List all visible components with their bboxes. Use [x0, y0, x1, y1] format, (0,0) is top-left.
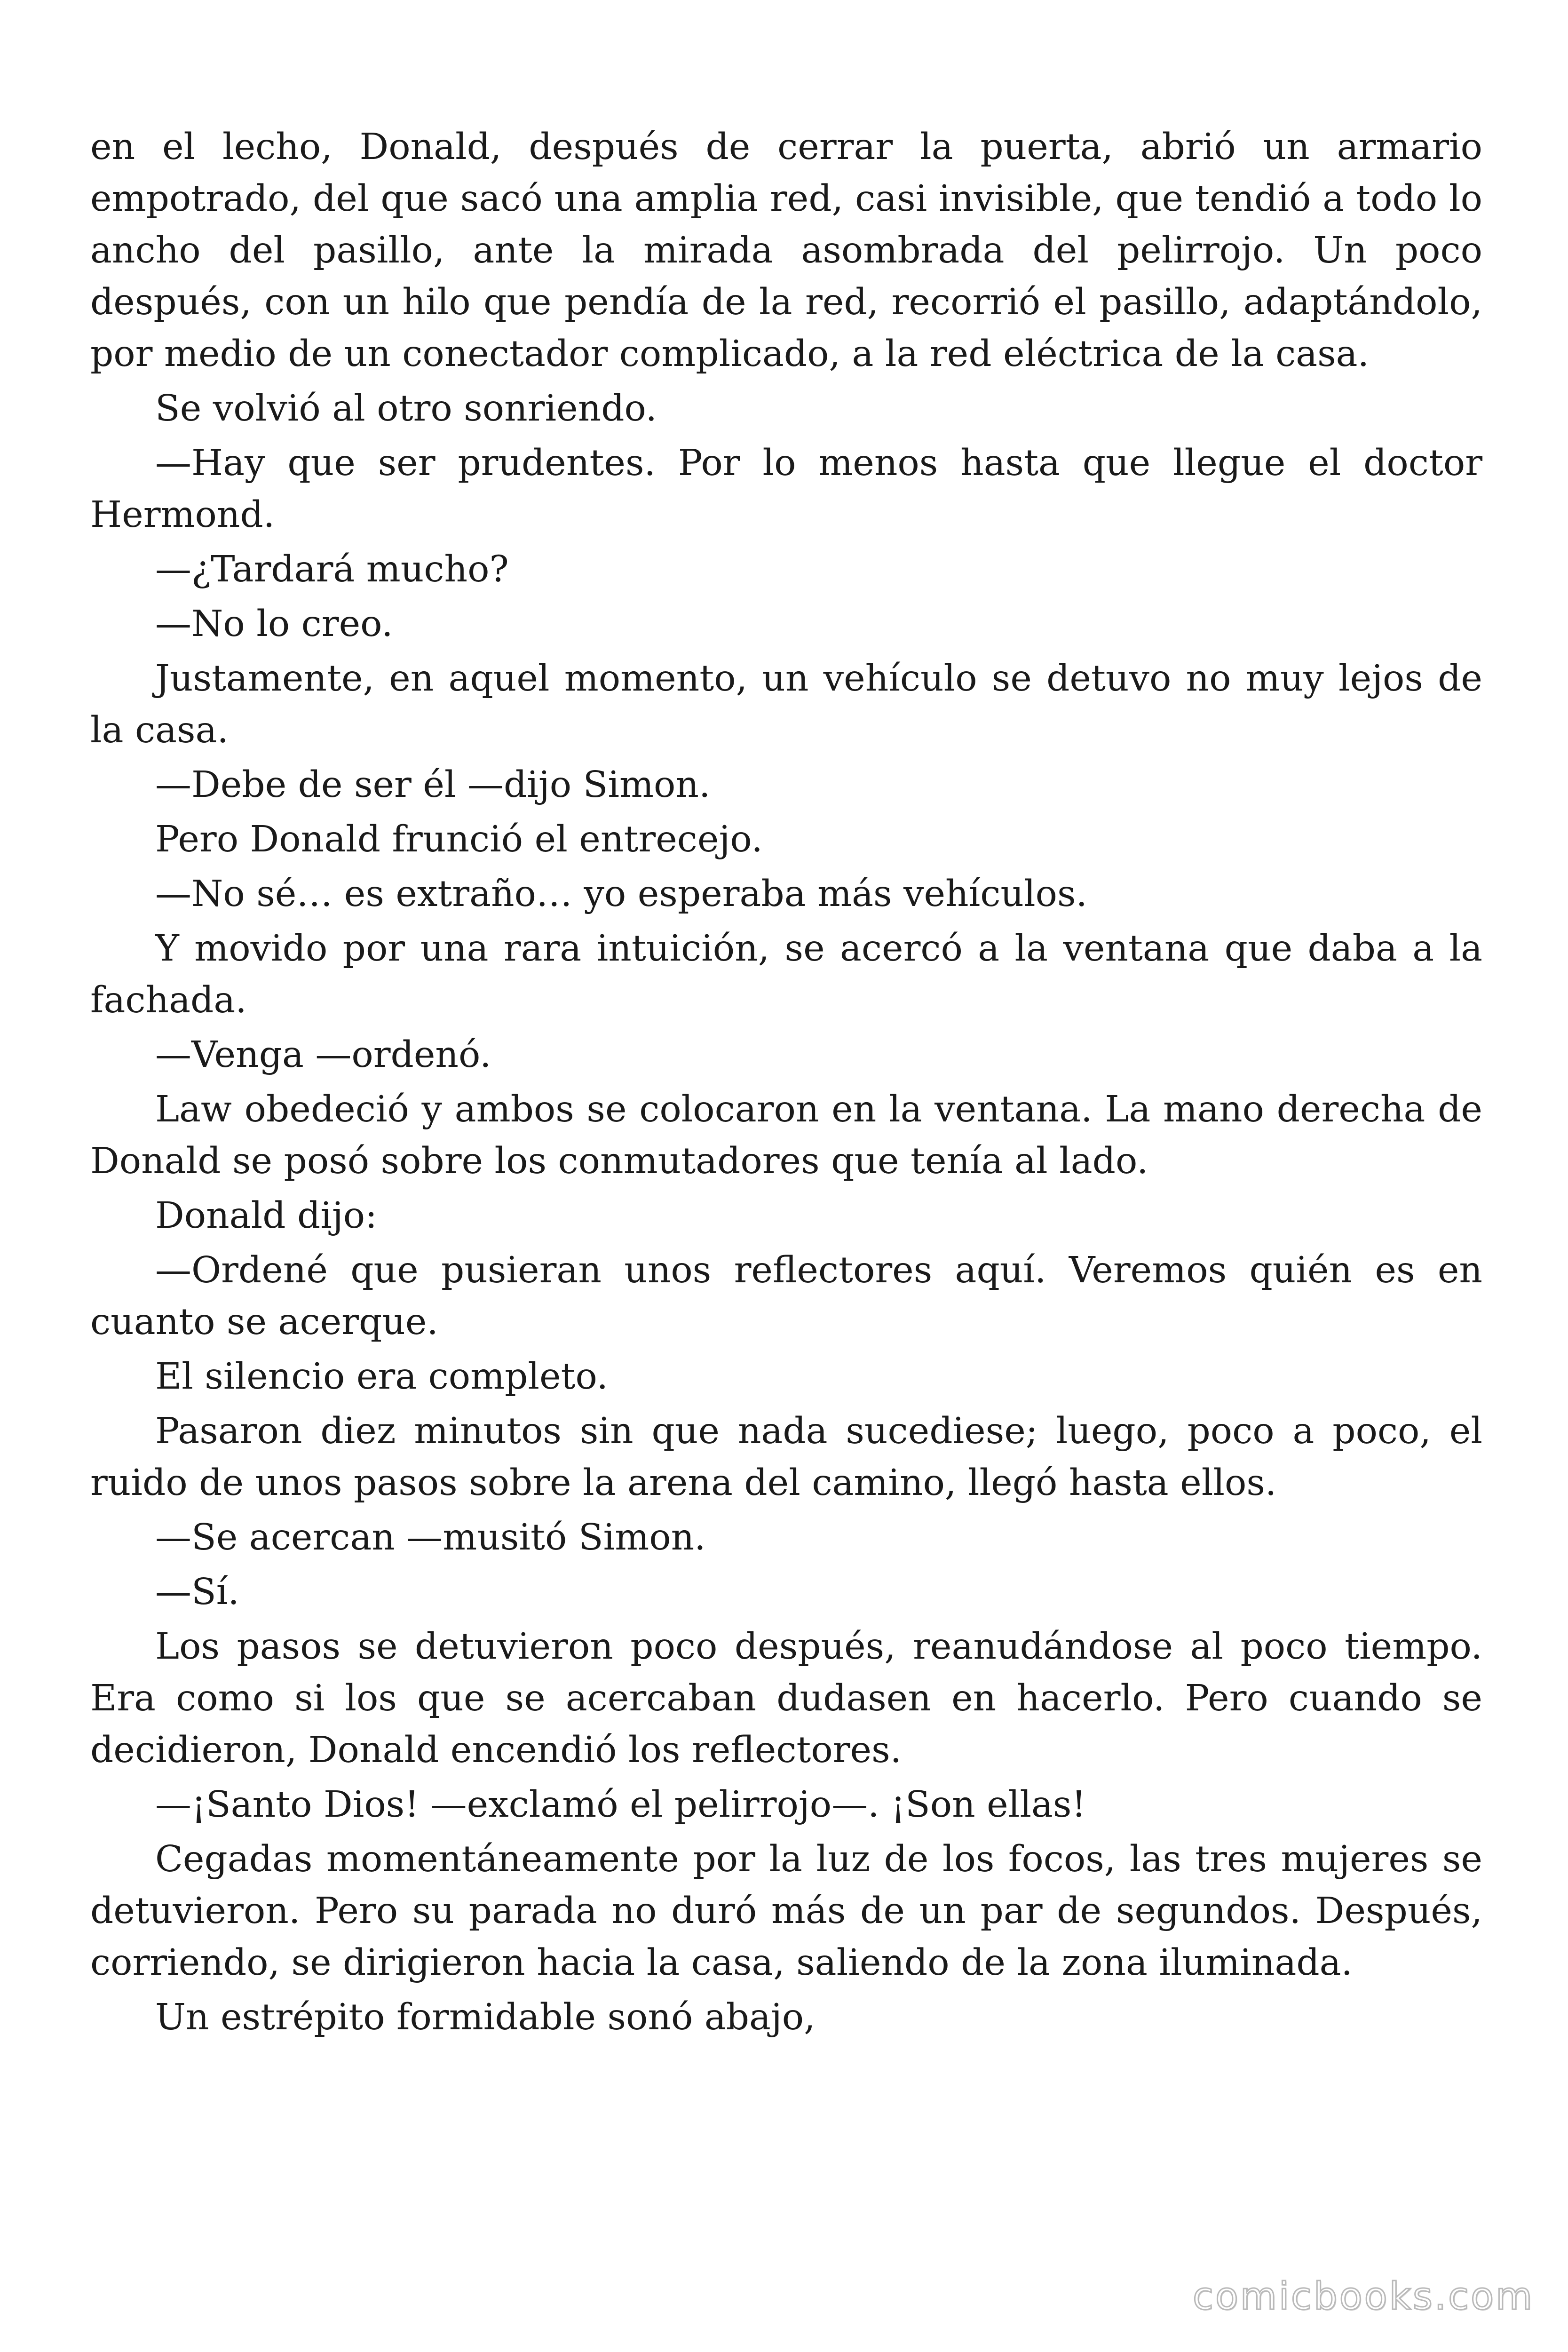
site-watermark: comicbooks.com — [1192, 2274, 1534, 2318]
paragraph: El silencio era completo. — [155, 1356, 608, 1398]
paragraph: Un estrépito formidable sonó abajo, — [155, 1996, 816, 2038]
paragraph: Y movido por una rara intuición, se acercó a la ventana que daba a la fachada. — [90, 928, 1482, 1021]
paragraph: —Ordené que pusieran unos reflectores aquí. Veremos quién es en cuanto se acerque. — [90, 1249, 1482, 1343]
paragraph: —¿Tardará mucho? — [155, 548, 509, 590]
paragraph: —No sé… es extraño… yo esperaba más vehículos. — [155, 873, 1087, 915]
paragraph: Se volvió al otro sonriendo. — [155, 388, 657, 429]
paragraph: Law obedeció y ambos se colocaron en la ventana. La mano derecha de Donald se posó sobre los conmutadores que tenía al lado. — [90, 1089, 1482, 1182]
paragraph: —Hay que ser prudentes. Por lo menos hasta que llegue el doctor Hermond. — [90, 442, 1482, 536]
paragraph: —Debe de ser él —dijo Simon. — [155, 764, 711, 806]
paragraph: —No lo creo. — [155, 603, 393, 645]
paragraph: en el lecho, Donald, después de cerrar la puerta, abrió un armario empotrado, del que sacó una amplia red, casi invisible, que tendió a todo lo ancho del pasillo, ante la mirada asombrada del pelirrojo. Un poco después, con un hilo que pendía de la red, recorrió el pasillo, adaptándolo, por medio de un conectador complicado, a la red eléctrica de la casa. — [90, 126, 1482, 375]
paragraph: Cegadas momentáneamente por la luz de los focos, las tres mujeres se detuvieron. Pero su parada no duró más de un par de segundos. Después, corriendo, se dirigieron hacia la casa, saliendo de la zona iluminada. — [90, 1838, 1482, 1984]
paragraph: Pero Donald frunció el entrecejo. — [155, 818, 763, 860]
book-page-text — [90, 121, 1482, 2046]
paragraph: Pasaron diez minutos sin que nada sucediese; luego, poco a poco, el ruido de unos pasos sobre la arena del camino, llegó hasta ellos. — [90, 1410, 1482, 1504]
paragraph: —Sí. — [155, 1571, 239, 1613]
paragraph: Donald dijo: — [155, 1195, 378, 1237]
paragraph: Los pasos se detuvieron poco después, reanudándose al poco tiempo. Era como si los que se acercaban dudasen en hacerlo. Pero cuando se decidieron, Donald encendió los reflectores. — [90, 1626, 1482, 1771]
paragraph: —¡Santo Dios! —exclamó el pelirrojo—. ¡Son ellas! — [155, 1784, 1086, 1826]
paragraph: Justamente, en aquel momento, un vehículo se detuvo no muy lejos de la casa. — [90, 658, 1482, 751]
paragraph: —Se acercan —musitó Simon. — [155, 1517, 706, 1558]
paragraph: —Venga —ordenó. — [155, 1034, 491, 1076]
